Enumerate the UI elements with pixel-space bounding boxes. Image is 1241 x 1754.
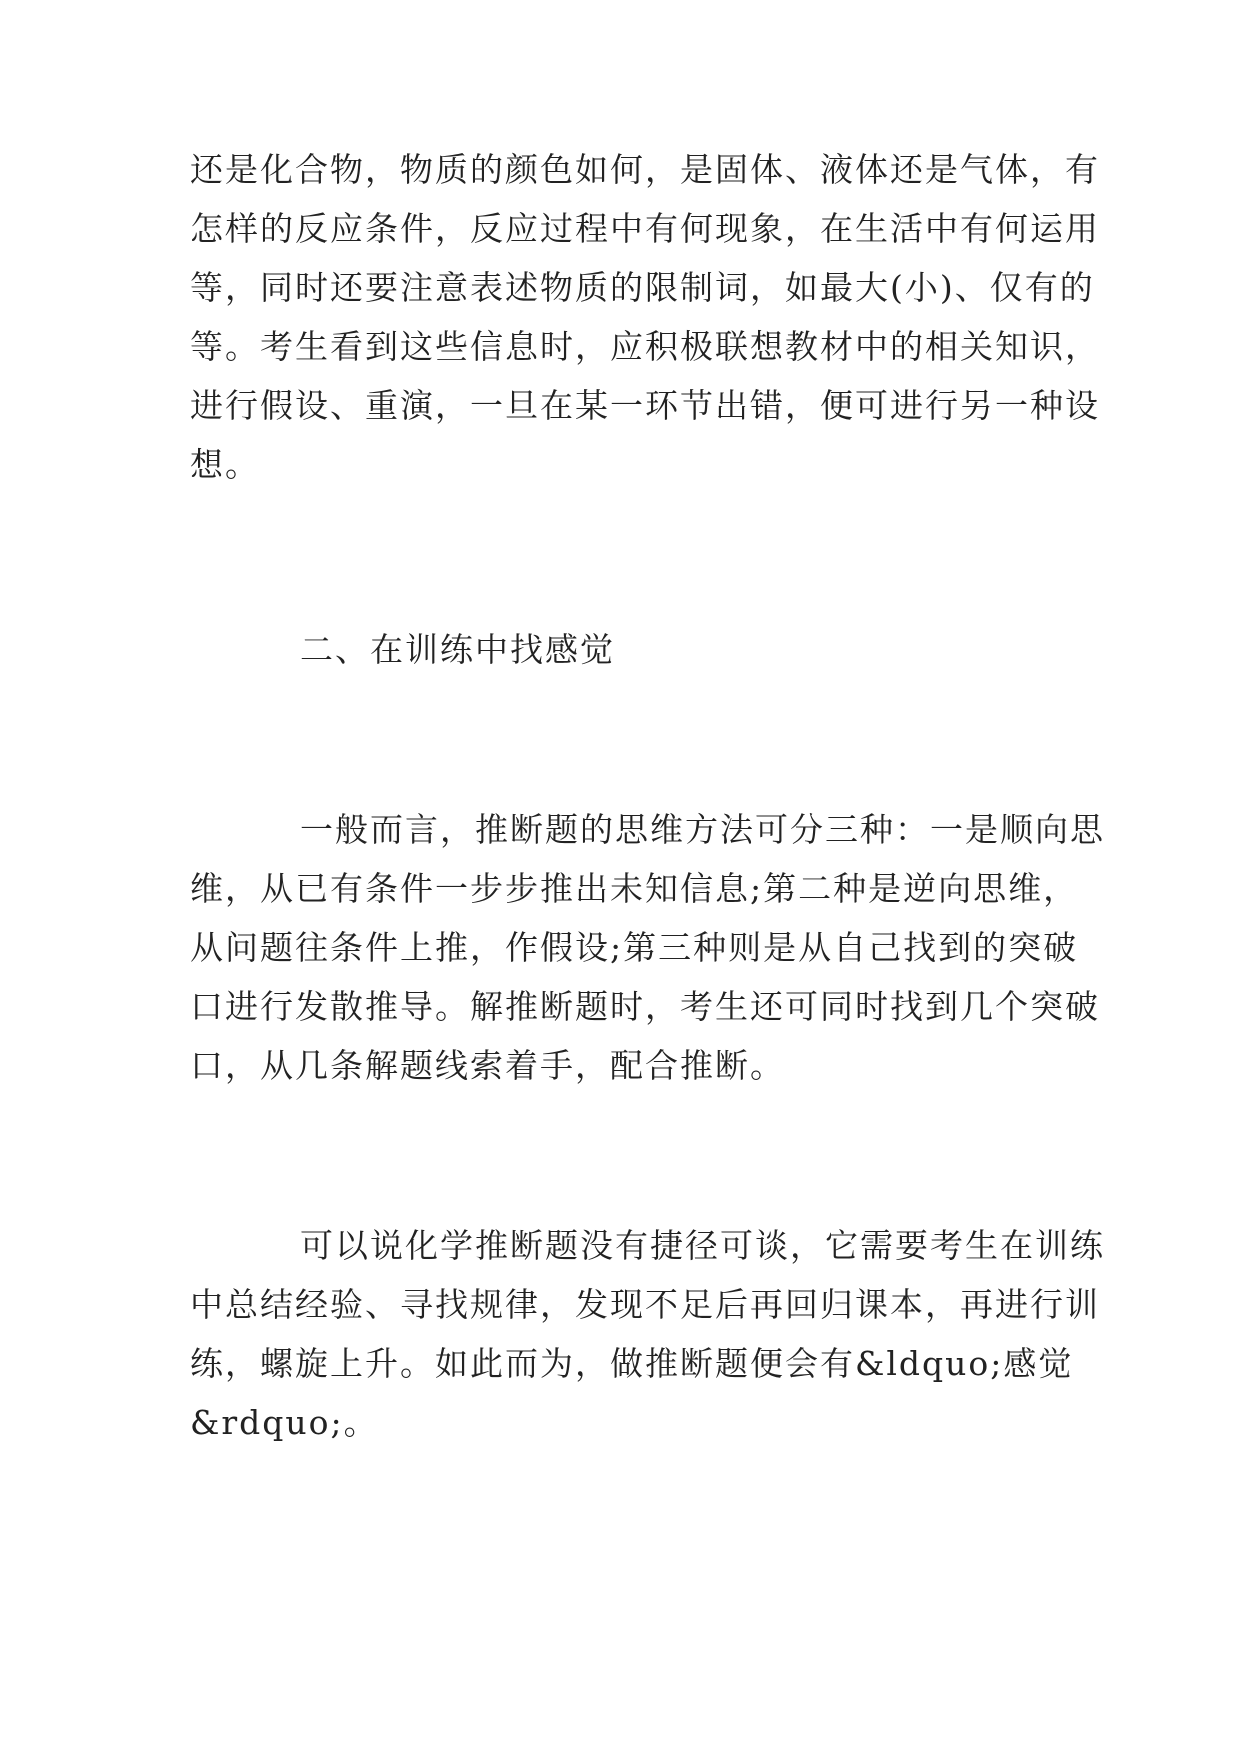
paragraph-line: 口，从几条解题线索着手，配合推断。	[190, 1046, 785, 1085]
paragraph-line: 口进行发散推导。解推断题时，考生还可同时找到几个突破	[190, 987, 1100, 1026]
paragraph-line: &rdquo;。	[190, 1403, 379, 1442]
paragraph-line: 中总结经验、寻找规律，发现不足后再回归课本，再进行训	[190, 1285, 1100, 1324]
paragraph-line: 练，螺旋上升。如此而为，做推断题便会有&ldquo;感觉	[190, 1344, 1074, 1383]
paragraph-line: 等，同时还要注意表述物质的限制词，如最大(小)、仅有的	[190, 268, 1095, 307]
paragraph-line: 等。考生看到这些信息时，应积极联想教材中的相关知识，	[190, 327, 1100, 366]
section-heading: 二、在训练中找感觉	[300, 630, 615, 669]
paragraph-line: 维，从已有条件一步步推出未知信息;第二种是逆向思维，	[190, 869, 1079, 908]
paragraph-line: 怎样的反应条件，反应过程中有何现象，在生活中有何运用	[190, 209, 1100, 248]
paragraph-line: 一般而言，推断题的思维方法可分三种：一是顺向思	[300, 810, 1105, 849]
paragraph-line: 想。	[190, 445, 260, 484]
paragraph-line: 进行假设、重演，一旦在某一环节出错，便可进行另一种设	[190, 386, 1100, 425]
paragraph-line: 从问题往条件上推，作假设;第三种则是从自己找到的突破	[190, 928, 1079, 967]
paragraph-line: 还是化合物，物质的颜色如何，是固体、液体还是气体，有	[190, 150, 1100, 189]
paragraph-line: 可以说化学推断题没有捷径可谈，它需要考生在训练	[300, 1226, 1105, 1265]
